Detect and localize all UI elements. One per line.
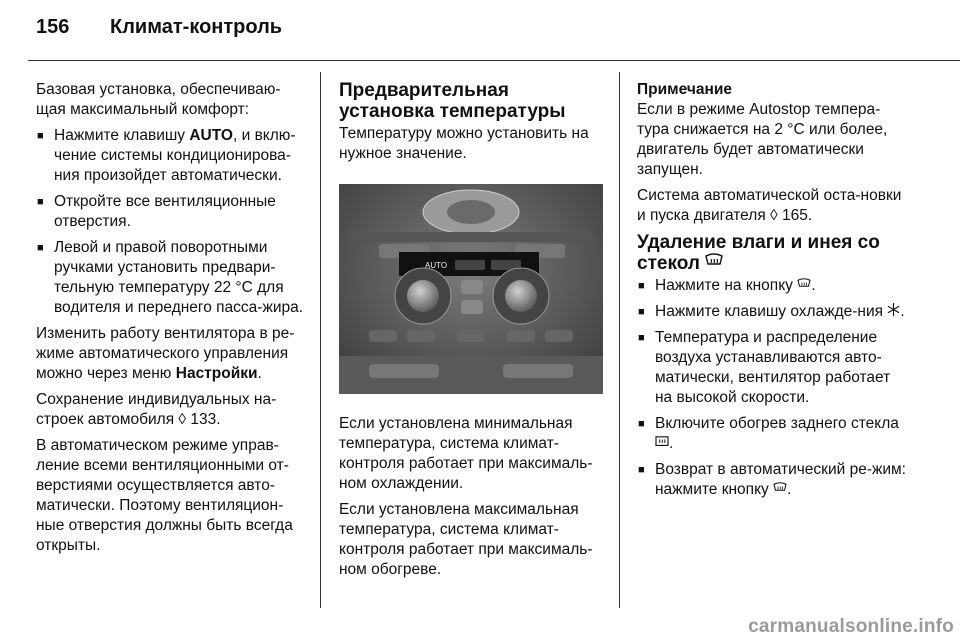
min-temp-text: Если установлена минимальная температура, система климат-контроля работает при максималь-ном охлаждении. <box>339 415 593 492</box>
list-item: ■ Откройте все вентиляционные отверстия. <box>36 192 310 232</box>
column-2 <box>339 80 607 586</box>
auto-button-label: AUTO <box>425 261 448 270</box>
list-item: ■ Нажмите на кнопку . <box>637 276 907 296</box>
column-3 <box>637 80 907 506</box>
column-1 <box>36 80 310 562</box>
section-heading-defrost: Удаление влаги и инея со стекол <box>637 232 880 274</box>
setup-list <box>36 126 310 318</box>
auto-key-label: AUTO <box>189 127 233 144</box>
save-settings-text: Сохранение индивидуальных на-строек автомобиля ◊ 133. <box>36 391 277 428</box>
list-item: ■ Возврат в автоматический ре-жим: нажмите кнопку . <box>637 460 907 500</box>
rear-window-heat-icon <box>655 436 669 448</box>
watermark: carmanualsonline.info <box>748 616 954 637</box>
auto-mode-text: В автоматическом режиме управ-ление всеми вентиляционными от-верстиями осуществляется авто-матически. Поэтому вентиляцион-ные отверстия должны быть всегда открыты. <box>36 437 293 554</box>
header-rule <box>28 60 960 61</box>
fan-settings-text: Изменить работу вентилятора в ре-жиме автоматического управления можно через меню Настройки. <box>36 325 295 382</box>
column-divider-1 <box>320 72 321 608</box>
windscreen-defrost-icon <box>797 278 811 290</box>
list-item: ■ Температура и распределение воздуха устанавливаются авто-матически, вентилятор работает на высокой скорости. <box>637 328 907 408</box>
snowflake-icon <box>887 303 900 316</box>
settings-menu-label: Настройки <box>175 365 258 382</box>
section-heading-preset: Предварительная установка температуры <box>339 80 566 122</box>
windscreen-defrost-icon <box>705 253 723 269</box>
page-header <box>36 16 282 39</box>
max-temp-text: Если установлена максимальная температура, система климат-контроля работает при максималь-ном обогреве. <box>339 501 593 578</box>
column-divider-2 <box>619 72 620 608</box>
windscreen-defrost-icon <box>773 482 787 494</box>
list-item: ■ Нажмите клавишу AUTO, и вклю-чение системы кондиционирова-ния произойдет автоматически. <box>36 126 310 186</box>
note-text: Если в режиме Autostop темпера-тура снижается на 2 °C или более, двигатель будет автоматически запущен. <box>637 101 888 178</box>
list-item: ■ Левой и правой поворотными ручками установить предвари-тельную температуру 22 °C для водителя и переднего пасса-жира. <box>36 238 310 318</box>
list-item: ■ Включите обогрев заднего стекла . <box>637 414 907 454</box>
note-title: Примечание <box>637 81 732 98</box>
page-number: 156 <box>36 16 70 38</box>
page-title: Климат-контроль <box>110 16 283 38</box>
intro-text: Базовая установка, обеспечиваю-щая максимальный комфорт: <box>36 81 281 118</box>
list-item: ■ Нажмите клавишу охлажде-ния . <box>637 302 907 322</box>
preset-text: Температуру можно установить на нужное значение. <box>339 125 589 162</box>
defrost-list <box>637 276 907 500</box>
climate-control-panel-image <box>339 184 603 394</box>
note-text-2: Система автоматической оста-новки и пуска двигателя ◊ 165. <box>637 187 902 224</box>
